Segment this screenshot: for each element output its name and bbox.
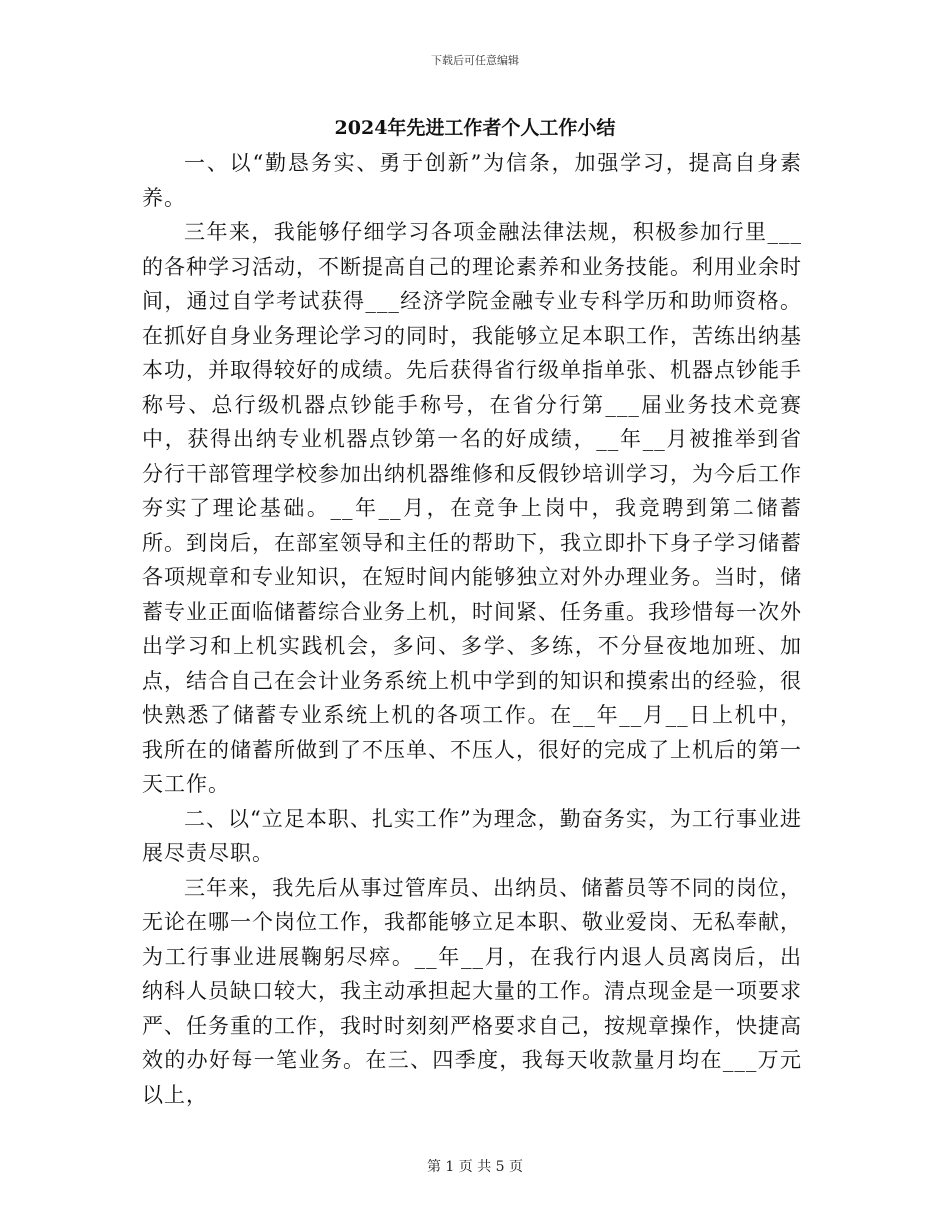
document-body (142, 146, 802, 1112)
page-header: 下载后可任意编辑 (431, 54, 519, 67)
document-title: 2024年先进工作者个人工作小结 (334, 117, 616, 139)
paragraph-section-1-heading: 一、以“勤恳务实、勇于创新”为信条，加强学习，提高自身素养。 (142, 151, 802, 210)
paragraph-section-2-body: 三年来，我先后从事过管库员、出纳员、储蓄员等不同的岗位，无论在哪一个岗位工作，我都能够立足本职、敬业爱岗、无私奉献，为工行事业进展鞠躬尽瘁。__年__月，在我行内退人员离岗后，出纳科人员缺口较大，我主动承担起大量的工作。清点现金是一项要求严、任务重的工作，我时时刻刻严格要求自己，按规章操作，快捷高效的办好每一笔业务。在三、四季度，我每天收款量月均在___万元以上， (142, 875, 802, 1107)
paragraph-section-2-heading: 二、以“立足本职、扎实工作”为理念，勤奋务实，为工行事业进展尽责尽职。 (142, 806, 802, 865)
paragraph-section-1-body: 三年来，我能够仔细学习各项金融法律法规，积极参加行里___的各种学习活动，不断提高自己的理论素养和业务技能。利用业余时间，通过自学考试获得___经济学院金融专业专科学历和助师资格。在抓好自身业务理论学习的同时，我能够立足本职工作，苦练出纳基本功，并取得较好的成绩。先后获得省行级单指单张、机器点钞能手称号、总行级机器点钞能手称号，在省分行第___届业务技术竞赛中，获得出纳专业机器点钞第一名的好成绩，__年__月被推举到省分行干部管理学校参加出纳机器维修和反假钞培训学习，为今后工作夯实了理论基础。__年__月，在竞争上岗中，我竞聘到第二储蓄所。到岗后，在部室领导和主任的帮助下，我立即扑下身子学习储蓄各项规章和专业知识，在短时间内能够独立对外办理业务。当时，储蓄专业正面临储蓄综合业务上机，时间紧、任务重。我珍惜每一次外出学习和上机实践机会，多问、多学、多练，不分昼夜地加班、加点，结合自己在会计业务系统上机中学到的知识和摸索出的经验，很快熟悉了储蓄专业系统上机的各项工作。在__年__月__日上机中，我所在的储蓄所做到了不压单、不压人，很好的完成了上机后的第一天工作。 (142, 220, 802, 796)
page-number: 第 1 页 共 5 页 (426, 1159, 524, 1175)
